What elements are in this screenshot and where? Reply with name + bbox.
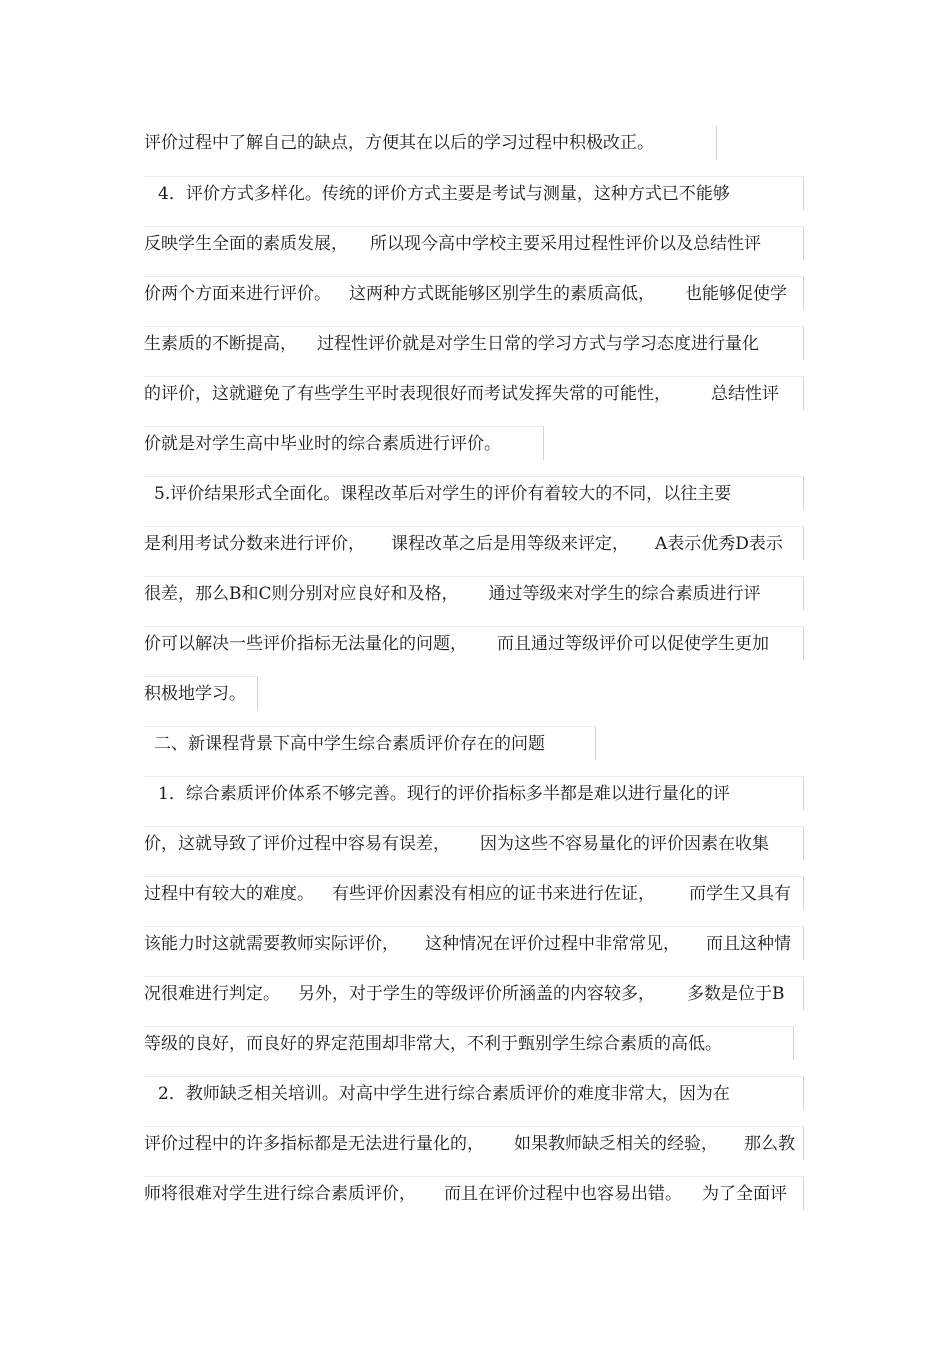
text-segment: 况很难进行判定。 [144,984,280,1004]
text-line [144,276,804,310]
text-segment: 而且在评价过程中也容易出错。 [444,1184,682,1204]
text-segment: 课程改革之后是用等级来评定， [391,534,629,554]
text-segment: 通过等级来对学生的综合素质进行评 [488,584,761,604]
text-segment: 而学生又具有 [689,884,791,904]
text-segment: 而且这种情 [706,934,791,954]
text-line [144,576,804,610]
text-line [144,826,804,860]
text-line [144,1126,804,1160]
text-segment: 那么教 [744,1134,795,1154]
text-segment: 反映学生全面的素质发展， [144,234,348,254]
text-segment: 如果教师缺乏相关的经验， [514,1134,718,1154]
text-segment: 是利用考试分数来进行评价， [144,534,365,554]
text-segment: 因为这些不容易量化的评价因素在收集 [480,834,769,854]
text-segment: 价，这就导致了评价过程中容易有误差， [144,834,450,854]
text-segment: 总结性评 [711,384,779,404]
text-line [144,876,804,910]
text-line [144,676,258,710]
text-line [144,426,544,460]
text-segment: 这两种方式既能够区别学生的素质高低， [349,284,655,304]
paragraph-start-line [144,776,804,810]
text-segment: 过程中有较大的难度。 [144,884,314,904]
text-segment: 也能够促使学 [685,284,787,304]
text-segment: 师将很难对学生进行综合素质评价， [144,1184,416,1204]
heading-text: 二、新课程背景下高中学生综合素质评价存在的问题 [154,734,545,754]
text-segment: 生素质的不断提高， [144,334,297,354]
text-segment: 2．教师缺乏相关培训。对高中学生进行综合素质评价的难度非常大，因为在 [158,1084,730,1104]
paragraph-start-line [144,476,804,510]
text-segment: 积极地学习。 [144,684,246,704]
section-heading [144,726,596,760]
text-line [144,1176,804,1210]
text-line [144,326,804,360]
text-segment: 等级的良好，而良好的界定范围却非常大，不利于甄别学生综合素质的高低。 [144,1034,722,1054]
text-segment: 该能力时这就需要教师实际评价， [144,934,399,954]
text-line [144,226,804,260]
text-segment: 1．综合素质评价体系不够完善。现行的评价指标多半都是难以进行量化的评 [158,784,730,804]
text-segment: 价就是对学生高中毕业时的综合素质进行评价。 [144,434,501,454]
text-segment: 4．评价方式多样化。传统的评价方式主要是考试与测量，这种方式已不能够 [158,184,730,204]
text-line [144,376,804,410]
text-segment: 的评价，这就避免了有些学生平时表现很好而考试发挥失常的可能性， [144,384,671,404]
text-segment: 所以现今高中学校主要采用过程性评价以及总结性评 [370,234,761,254]
text-line [144,526,804,560]
text-segment: 而且通过等级评价可以促使学生更加 [497,634,769,654]
text-line [144,926,804,960]
text-segment: 为了全面评 [702,1184,787,1204]
text-segment: 价两个方面来进行评价。 [144,284,331,304]
text-segment: 评价过程中的许多指标都是无法进行量化的， [144,1134,484,1154]
text-segment: 另外，对于学生的等级评价所涵盖的内容较多， [298,984,655,1004]
text-line [144,1026,794,1060]
paragraph-start-line [144,176,804,210]
text-segment: 评价过程中了解自己的缺点，方便其在以后的学习过程中积极改正。 [144,133,654,153]
text-line [144,126,717,160]
text-segment: 价可以解决一些评价指标无法量化的问题， [144,634,467,654]
text-segment: 很差，那么B和C则分别对应良好和及格， [144,584,459,604]
text-segment: 有些评价因素没有相应的证书来进行佐证， [332,884,655,904]
text-segment: 多数是位于B [687,984,785,1004]
text-line [144,626,804,660]
text-line [144,976,804,1010]
text-segment: 这种情况在评价过程中非常常见， [425,934,680,954]
text-segment: A表示优秀D表示 [655,534,783,554]
text-segment: 过程性评价就是对学生日常的学习方式与学习态度进行量化 [317,334,759,354]
text-segment: 5.评价结果形式全面化。课程改革后对学生的评价有着较大的不同，以往主要 [154,484,732,504]
paragraph-start-line [144,1076,804,1110]
